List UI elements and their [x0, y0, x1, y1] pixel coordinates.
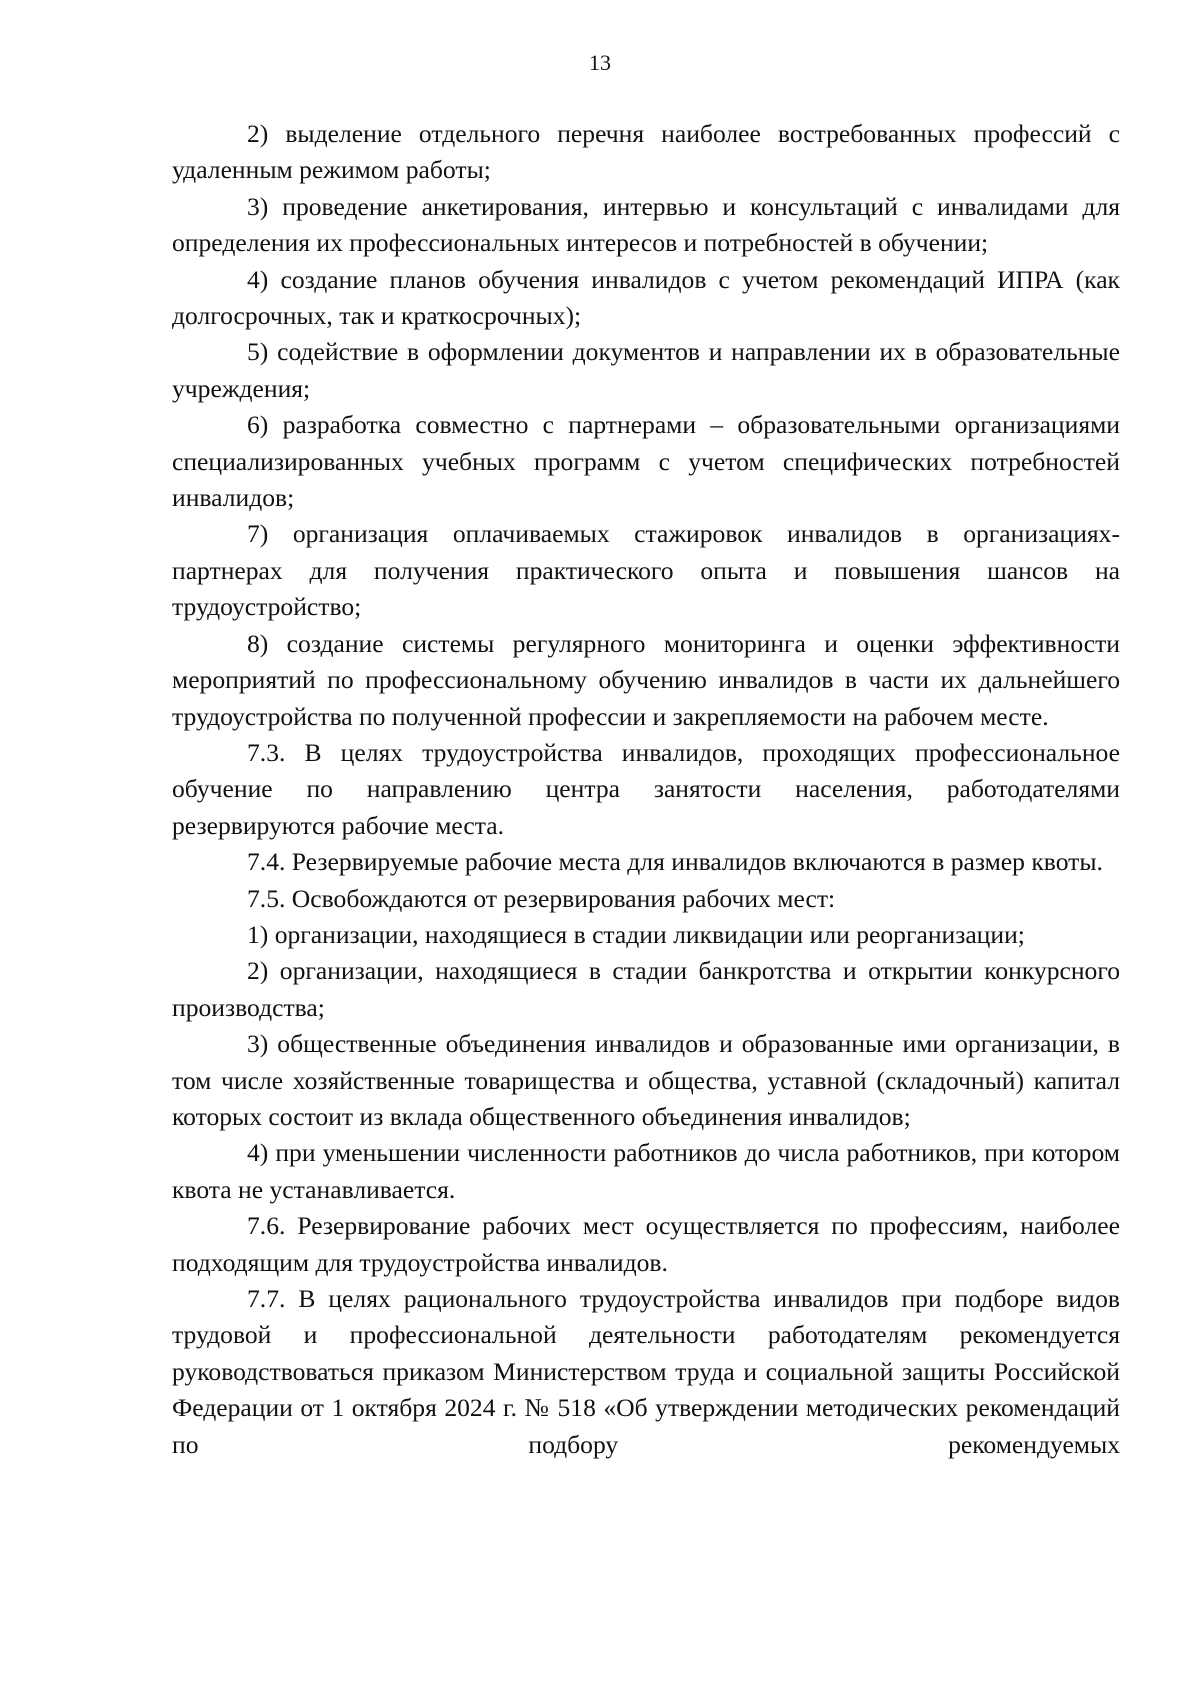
exemption-item-4: 4) при уменьшении численности работников до числа работников, при котором квота не устанавливается.	[172, 1138, 1120, 1204]
list-item-8: 8) создание системы регулярного мониторинга и оценки эффективности мероприятий по профессиональному обучению инвалидов в части их дальнейшего трудоустройства по полученной профессии и закрепляемости на рабочем месте.	[172, 628, 1120, 731]
exemption-item-3: 3) общественные объединения инвалидов и образованные ими организации, в том числе хозяйственные товарищества и общества, уставной (складочный) капитал которых состоит из вклада общественного объединения инвалидов;	[172, 1029, 1120, 1131]
exemption-item-2: 2) организации, находящиеся в стадии банкротства и открытии конкурсного производства;	[172, 956, 1120, 1022]
clause-7-4: 7.4. Резервируемые рабочие места для инвалидов включаются в размер квоты.	[247, 847, 1103, 877]
document-body	[172, 116, 1120, 1463]
clause-7-5: 7.5. Освобождаются от резервирования рабочих мест:	[247, 883, 836, 913]
list-item-5: 5) содействие в оформлении документов и направлении их в образовательные учреждения;	[172, 337, 1120, 403]
clause-7-7: 7.7. В целях рационального трудоустройства инвалидов при подборе видов трудовой и профессиональной деятельности работодателям рекомендуется руководствоваться приказом Министерством труда и социальной защиты Российской Федерации от 1 октября 2024 г. № 518 «Об утверждении методических рекомендаций по подбору рекомендуемых	[172, 1284, 1120, 1459]
clause-7-6: 7.6. Резервирование рабочих мест осуществляется по профессиям, наиболее подходящим для трудоустройства инвалидов.	[172, 1211, 1120, 1277]
list-item-6: 6) разработка совместно с партнерами – образовательными организациями специализированных учебных программ с учетом специфических потребностей инвалидов;	[172, 410, 1120, 513]
list-item-7: 7) организация оплачиваемых стажировок инвалидов в организациях-партнерах для получения практического опыта и повышения шансов на трудоустройство;	[172, 519, 1120, 622]
list-item-2: 2) выделение отдельного перечня наиболее востребованных профессий с удаленным режимом работы;	[172, 119, 1120, 185]
page-number: 13	[589, 50, 611, 75]
exemption-item-1: 1) организации, находящиеся в стадии ликвидации или реорганизации;	[247, 919, 1025, 949]
clause-7-3: 7.3. В целях трудоустройства инвалидов, проходящих профессиональное обучение по направлению центра занятости населения, работодателями резервируются рабочие места.	[172, 737, 1120, 840]
list-item-4: 4) создание планов обучения инвалидов с учетом рекомендаций ИПРА (как долгосрочных, так и краткосрочных);	[172, 264, 1120, 331]
list-item-3: 3) проведение анкетирования, интервью и консультаций с инвалидами для определения их профессиональных интересов и потребностей в обучении;	[172, 191, 1120, 258]
